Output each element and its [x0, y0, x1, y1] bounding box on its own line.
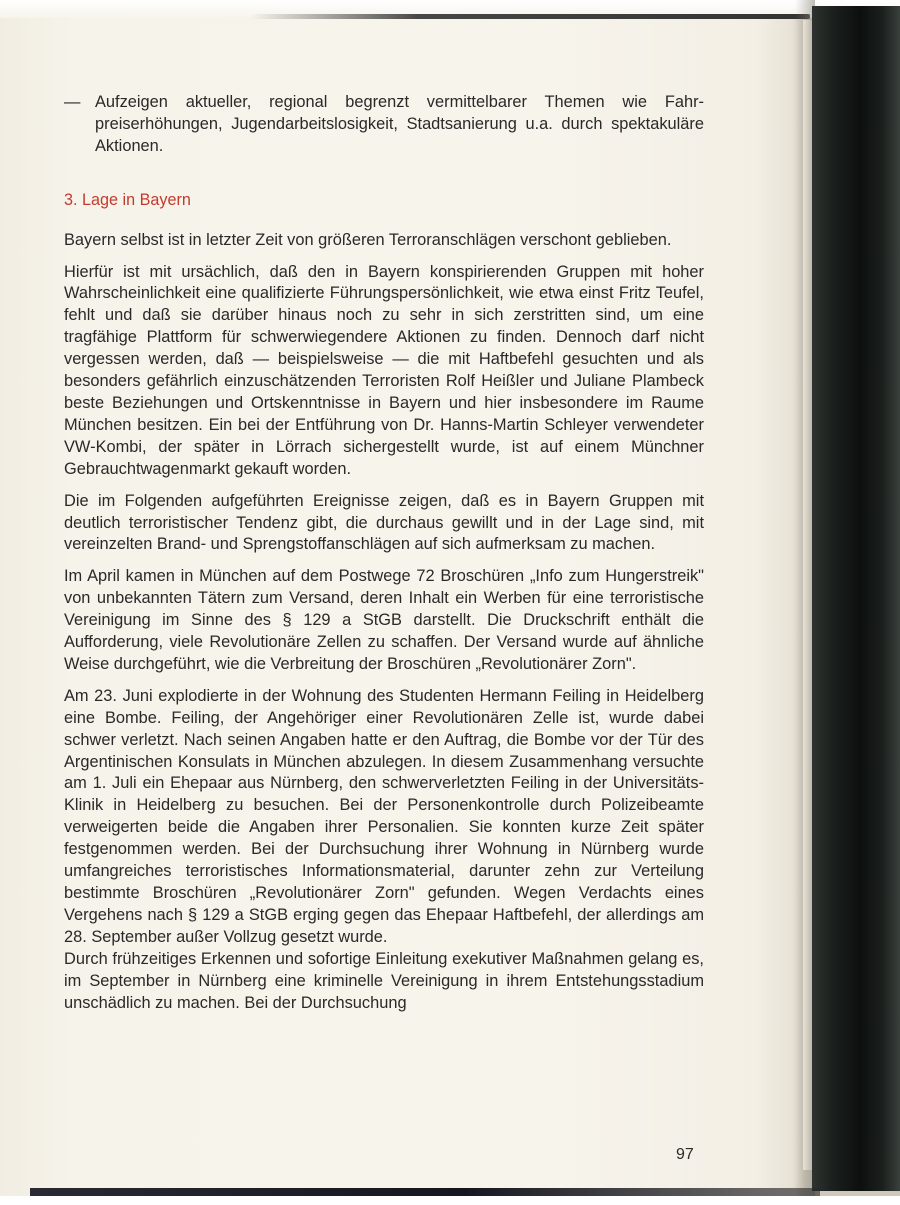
section-heading: 3. Lage in Bayern — [64, 190, 191, 209]
paragraph-3: Die im Folgenden aufgeführten Ereignisse zeigen, daß es in Bayern Gruppen mit deutlich terroristischer Tendenz gibt, die durchaus gewillt und in der Lage sind, mit vereinzelten Brand- und Sprengstoffanschlägen auf sich aufmerksam zu machen. — [64, 491, 704, 554]
page-top-shadow — [250, 14, 810, 19]
paragraph-4: Im April kamen in München auf dem Postwege 72 Broschüren „Info zum Hungerstreik" von unbekannten Tätern zum Versand, deren Inhalt ein Werben für eine terroristische Vereinigung im Sinne des § 129 a StGB darstellt. Die Druckschrift enthält die Aufforderung, viele Revolutionäre Zellen zu schaffen. Der Versand wurde auf ähnliche Weise durchgeführt, wie die Verbreitung der Broschüren „Revolutionärer Zorn". — [64, 567, 704, 673]
paragraph-6: Durch frühzeitiges Erkennen und sofortige Einleitung exekutiver Maßnahmen gelang es, im September in Nürnberg eine kriminelle Vereinigung in ihrem Entstehungsstadium unschädlich zu machen. Bei der Durchsuchung — [64, 949, 704, 1012]
bullet-item — [64, 92, 704, 158]
page-body — [64, 92, 704, 1024]
bullet-dash: — — [64, 93, 81, 111]
paragraph-1: Bayern selbst ist in letzter Zeit von größeren Terroranschlägen verschont geblieben. — [64, 230, 672, 249]
page-number: 97 — [676, 1146, 694, 1163]
paragraph-2: Hierfür ist mit ursächlich, daß den in Bayern konspirierenden Gruppen mit hoher Wahrscheinlichkeit eine qualifizierte Führungspersönlichkeit, wie etwa einst Fritz Teufel, fehlt und daß sie darüber hinaus noch zu sehr in sich zerstritten sind, um eine tragfähige Plattform für schwerwiegendere Aktionen zu finden. Dennoch darf nicht vergessen werden, daß — beispielsweise — die mit Haftbefehl gesuchten und als besonders gefährlich einzuschätzenden Terroristen Rolf Heißler und Juliane Plambeck beste Beziehungen und Ortskenntnisse in Bayern und hier insbesondere im Raume München besitzen. Ein bei der Entführung von Dr. Hanns-Martin Schleyer verwendeter VW-Kombi, der später in Lörrach sichergestellt wurde, ist auf einem Münchner Gebrauchtwagenmarkt gekauft worden. — [64, 262, 704, 478]
bullet-text: Aufzeigen aktueller, regional begrenzt vermittelbarer Themen wie Fahrpreiserhöhungen, Jugendarbeitslosigkeit, Stadtsanierung u.a. durch spektakuläre Aktionen. — [95, 93, 704, 155]
paragraph-5: Am 23. Juni explodierte in der Wohnung des Studenten Hermann Feiling in Heidelberg eine Bombe. Feiling, der Angehöriger einer Revolutionären Zelle ist, wurde dabei schwer verletzt. Nach seinen Angaben hatte er den Auftrag, die Bombe vor der Tür des Argentinischen Konsulats in München abzulegen. In diesem Zusammenhang versuchte am 1. Juli ein Ehepaar aus Nürnberg, den schwerverletzten Feiling in der Universitäts-Klinik in Heidelberg zu besuchen. Bei der Personenkontrolle durch Polizeibeamte verweigerten beide die Angaben ihrer Personalien. Sie konnten kurze Zeit später festgenommen werden. Bei der Durchsuchung ihrer Wohnung in Nürnberg wurde umfangreiches terroristisches Informationsmaterial, darunter zehn zur Verteilung bestimmte Broschüren „Revolutionärer Zorn" gefunden. Wegen Verdachts eines Vergehens nach § 129 a StGB erging gegen das Ehepaar Haftbefehl, der allerdings am 28. September außer Vollzug gesetzt wurde. — [64, 686, 704, 946]
book-spine — [812, 6, 900, 1191]
page-bottom-edge — [0, 1196, 900, 1205]
